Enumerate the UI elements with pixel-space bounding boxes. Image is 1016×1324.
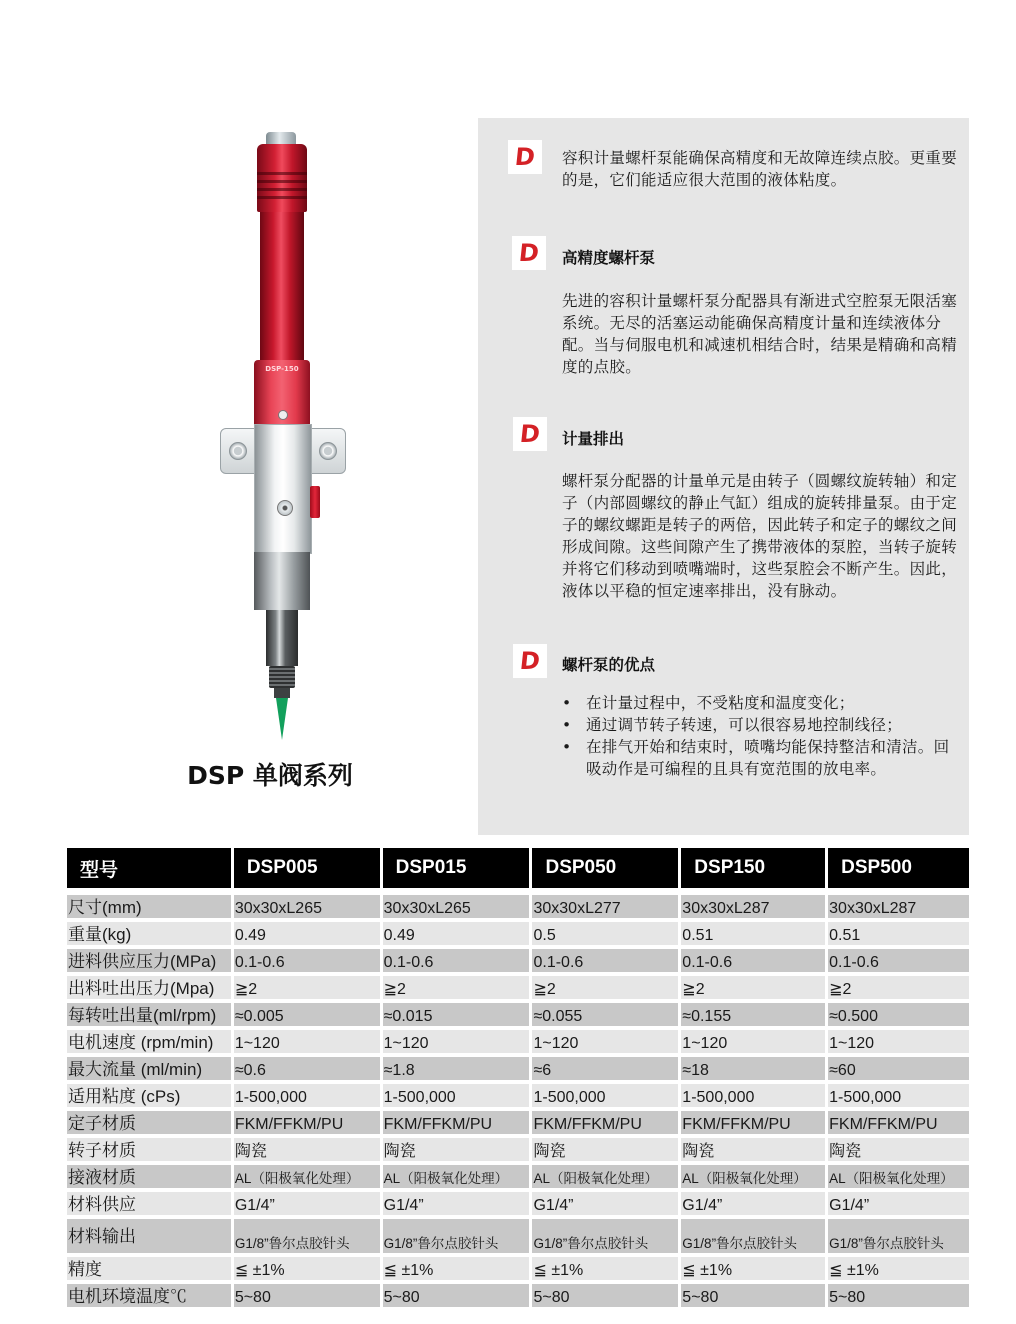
row-label: 进料供应压力(MPa) [67, 949, 231, 972]
table-row [67, 1111, 969, 1134]
table-cell: 30x30xL277 [532, 895, 678, 918]
section-heading-high-precision: 高精度螺杆泵 [562, 249, 656, 267]
header-cell: DSP005 [234, 848, 380, 888]
table-row [67, 1057, 969, 1080]
table-row [67, 1284, 969, 1307]
table-cell: ≦ ±1% [383, 1257, 530, 1280]
table-cell: 5~80 [828, 1284, 969, 1307]
grip-ring [257, 172, 307, 175]
grip-ring [257, 180, 307, 183]
header-cell: DSP150 [681, 848, 825, 888]
table-cell: FKM/FFKM/PU [234, 1111, 380, 1134]
feature-panel [478, 118, 969, 835]
row-label: 定子材质 [67, 1111, 231, 1134]
table-cell: G1/4” [681, 1192, 825, 1215]
table-cell: 1-500,000 [828, 1084, 969, 1107]
steel-shaft [266, 610, 298, 666]
section-heading-advantages: 螺杆泵的优点 [562, 656, 656, 674]
brand-logo-icon: D [508, 140, 542, 174]
red-side-knob [310, 486, 320, 518]
silver-pump-block [254, 424, 312, 554]
table-cell: G1/4” [383, 1192, 530, 1215]
section-body-metering: 螺杆泵分配器的计量单元是由转子（圆螺纹旋转轴）和定子（内部圆螺纹的静止气缸）组成的旋转排量泵。由于定子的螺纹螺距是转子的两倍，因此转子和定子的螺纹之间形成间隙。这些间隙产生了携带液体的泵腔，当转子旋转并将它们移动到喷嘴端时，这些泵腔会不断产生。因此，液体以平稳的恒定速率排出，没有脉动。 [562, 472, 958, 600]
table-cell: 1-500,000 [532, 1084, 678, 1107]
table-cell: 0.1-0.6 [383, 949, 530, 972]
table-cell: ≦ ±1% [828, 1257, 969, 1280]
list-item: • 在排气开始和结束时，喷嘴均能保持整洁和清洁。回吸动作是可编程的且具有宽范围的放电率。 [562, 736, 957, 780]
list-item: • 在计量过程中，不受粘度和温度变化； [562, 692, 957, 714]
row-label: 出料吐出压力(Mpa) [67, 976, 231, 999]
table-cell: 0.5 [532, 922, 678, 945]
row-label: 电机速度 (rpm/min) [67, 1030, 231, 1053]
brand-logo-icon: D [513, 417, 547, 451]
table-cell: ≈0.500 [828, 1003, 969, 1026]
table-cell: ≈1.8 [383, 1057, 530, 1080]
table-cell: 陶瓷 [383, 1138, 530, 1161]
row-label: 最大流量 (ml/min) [67, 1057, 231, 1080]
table-cell: G1/8”鲁尔点胶针头 [828, 1219, 969, 1253]
table-cell: 0.1-0.6 [532, 949, 678, 972]
table-row [67, 1084, 969, 1107]
table-cell: 陶瓷 [828, 1138, 969, 1161]
table-cell: 5~80 [383, 1284, 530, 1307]
table-cell: G1/8”鲁尔点胶针头 [383, 1219, 530, 1253]
table-cell: FKM/FFKM/PU [383, 1111, 530, 1134]
table-cell: FKM/FFKM/PU [828, 1111, 969, 1134]
table-cell: 1~120 [681, 1030, 825, 1053]
table-cell: G1/8”鲁尔点胶针头 [532, 1219, 678, 1253]
table-cell: ≈0.155 [681, 1003, 825, 1026]
table-cell: 1-500,000 [681, 1084, 825, 1107]
table-cell: AL（阳极氧化处理） [383, 1165, 530, 1188]
row-label: 转子材质 [67, 1138, 231, 1161]
table-cell: ≈60 [828, 1057, 969, 1080]
table-cell: 1~120 [532, 1030, 678, 1053]
table-cell: 5~80 [532, 1284, 678, 1307]
section-heading-metering: 计量排出 [562, 430, 625, 448]
row-label: 尺寸(mm) [67, 895, 231, 918]
table-cell: ≦ ±1% [681, 1257, 825, 1280]
table-cell: FKM/FFKM/PU [681, 1111, 825, 1134]
table-row [67, 976, 969, 999]
table-cell: FKM/FFKM/PU [532, 1111, 678, 1134]
green-dispensing-needle [276, 698, 288, 740]
table-cell: ≈0.005 [234, 1003, 380, 1026]
row-label: 重量(kg) [67, 922, 231, 945]
table-cell: ≈0.6 [234, 1057, 380, 1080]
table-cell: 30x30xL287 [828, 895, 969, 918]
row-label: 材料输出 [67, 1219, 231, 1253]
table-cell: 1-500,000 [383, 1084, 530, 1107]
table-cell: ≈6 [532, 1057, 678, 1080]
table-cell: 0.51 [828, 922, 969, 945]
table-cell: 陶瓷 [681, 1138, 825, 1161]
table-row [67, 1138, 969, 1161]
thread-cap [266, 132, 296, 144]
table-cell: AL（阳极氧化处理） [828, 1165, 969, 1188]
steel-stator-housing [254, 552, 310, 610]
table-row [67, 1257, 969, 1280]
table-cell: ≧2 [828, 976, 969, 999]
table-row [67, 1192, 969, 1215]
table-cell: 0.1-0.6 [681, 949, 825, 972]
table-cell: ≧2 [234, 976, 380, 999]
screw-icon [278, 410, 288, 420]
red-label-block [254, 360, 310, 426]
table-cell: AL（阳极氧化处理） [681, 1165, 825, 1188]
table-cell: ≦ ±1% [234, 1257, 380, 1280]
product-series-title: DSP 单阀系列 [187, 761, 353, 790]
table-cell: G1/4” [234, 1192, 380, 1215]
header-cell: DSP015 [383, 848, 530, 888]
table-row [67, 1165, 969, 1188]
table-cell: 5~80 [681, 1284, 825, 1307]
table-cell: 0.51 [681, 922, 825, 945]
table-row [67, 1030, 969, 1053]
model-engraving: DSP-150 [265, 365, 299, 373]
mount-hole-icon [229, 442, 247, 460]
section-body-high-precision: 先进的容积计量螺杆泵分配器具有渐进式空腔泵无限活塞系统。无尽的活塞运动能确保高精度计量和连续液体分配。当与伺服电机和减速机相结合时，结果是精确和高精度的点胶。 [562, 292, 958, 376]
table-cell: 30x30xL265 [234, 895, 380, 918]
vent-screw-icon [277, 500, 293, 516]
brand-logo-icon: D [512, 236, 546, 270]
table-cell: G1/4” [532, 1192, 678, 1215]
table-cell: ≦ ±1% [532, 1257, 678, 1280]
row-label: 接液材质 [67, 1165, 231, 1188]
table-header-row [67, 848, 969, 888]
spec-table [67, 848, 969, 1311]
header-cell: DSP050 [532, 848, 678, 888]
row-label: 精度 [67, 1257, 231, 1280]
header-cell-model: 型号 [67, 848, 231, 888]
row-label: 电机环境温度℃ [67, 1284, 231, 1307]
table-cell: G1/8”鲁尔点胶针头 [681, 1219, 825, 1253]
table-cell: 1~120 [234, 1030, 380, 1053]
table-cell: ≧2 [532, 976, 678, 999]
table-cell: 0.49 [383, 922, 530, 945]
table-cell: 1~120 [383, 1030, 530, 1053]
table-cell: 1~120 [828, 1030, 969, 1053]
intro-text: 容积计量螺杆泵能确保高精度和无故障连续点胶。更重要的是，它们能适应很大范围的液体粘度。 [562, 149, 958, 189]
table-cell: 5~80 [234, 1284, 380, 1307]
table-cell: 0.1-0.6 [234, 949, 380, 972]
mount-hole-icon [319, 442, 337, 460]
advantages-list [562, 692, 957, 780]
table-cell: G1/4” [828, 1192, 969, 1215]
brand-logo-icon: D [513, 644, 547, 678]
table-cell: ≈18 [681, 1057, 825, 1080]
table-row [67, 895, 969, 918]
red-motor-body [260, 212, 304, 362]
list-item: • 通过调节转子转速，可以很容易地控制线径； [562, 714, 957, 736]
table-row [67, 949, 969, 972]
luer-fitting [274, 688, 290, 698]
table-cell: 1-500,000 [234, 1084, 380, 1107]
table-cell: AL（阳极氧化处理） [532, 1165, 678, 1188]
table-cell: ≧2 [681, 976, 825, 999]
row-label: 材料供应 [67, 1192, 231, 1215]
table-row [67, 1003, 969, 1026]
knurled-nut [269, 666, 295, 688]
row-label: 每转吐出量(ml/rpm) [67, 1003, 231, 1026]
table-cell: ≈0.015 [383, 1003, 530, 1026]
table-cell: ≧2 [383, 976, 530, 999]
row-label: 适用粘度 (cPs) [67, 1084, 231, 1107]
table-cell: ≈0.055 [532, 1003, 678, 1026]
grip-ring [257, 196, 307, 199]
table-row [67, 1219, 969, 1253]
table-cell: 陶瓷 [532, 1138, 678, 1161]
grip-ring [257, 188, 307, 191]
table-row [67, 922, 969, 945]
table-cell: AL（阳极氧化处理） [234, 1165, 380, 1188]
table-cell: 0.1-0.6 [828, 949, 969, 972]
product-image-dsp-valve [200, 128, 360, 748]
header-cell: DSP500 [828, 848, 969, 888]
red-motor-cap [257, 144, 307, 212]
table-cell: 陶瓷 [234, 1138, 380, 1161]
table-cell: G1/8”鲁尔点胶针头 [234, 1219, 380, 1253]
table-cell: 0.49 [234, 922, 380, 945]
table-cell: 30x30xL265 [383, 895, 530, 918]
table-cell: 30x30xL287 [681, 895, 825, 918]
